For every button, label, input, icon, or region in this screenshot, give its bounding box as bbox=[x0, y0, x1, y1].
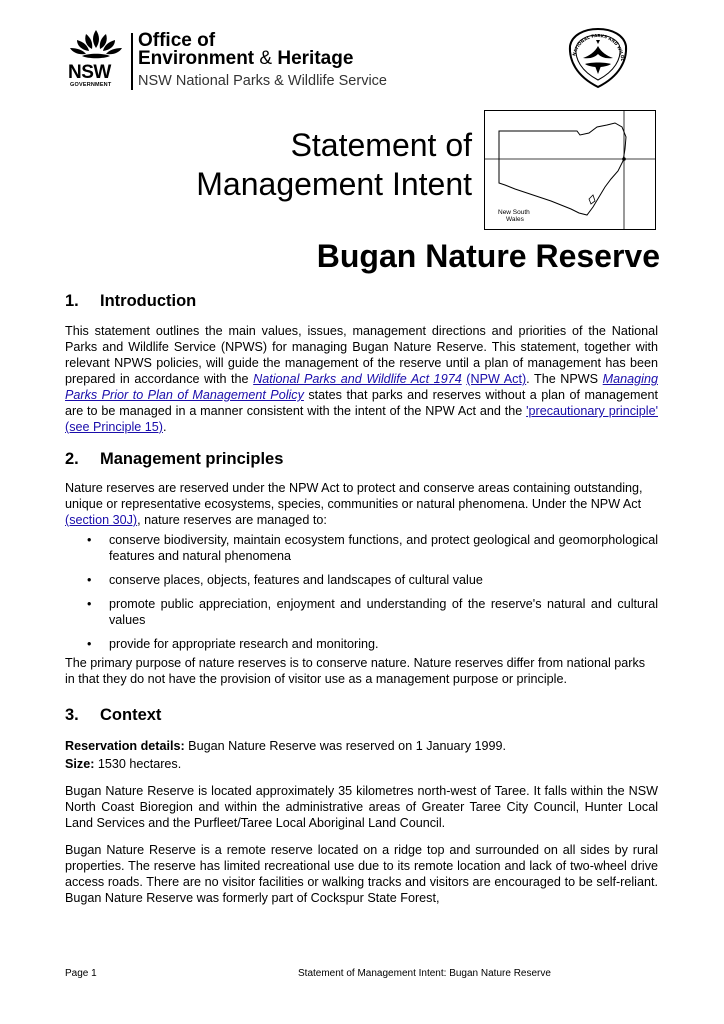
size-label: Size: bbox=[65, 757, 95, 771]
section-30j-link[interactable]: (section 30J) bbox=[65, 513, 138, 527]
principles-text-b: , nature reserves are managed to: bbox=[137, 513, 327, 527]
bullet-icon: • bbox=[87, 533, 92, 547]
org-name-line1: Office of bbox=[138, 30, 216, 51]
list-item-text: promote public appreciation, enjoyment and understanding of the reserve's natural and cultural values bbox=[109, 597, 658, 627]
size-details bbox=[65, 756, 658, 772]
org-subtitle: NSW National Parks & Wildlife Service bbox=[138, 73, 387, 89]
org-name-environment: Environment bbox=[138, 48, 255, 69]
section-3-heading bbox=[65, 706, 161, 725]
context-paragraph-1: Bugan Nature Reserve is located approximately 35 kilometres north-west of Taree. It falls within the NSW North Coast Bioregion and within the administrative areas of Greater Taree City Council, Hunter Local Land Services and the Purfleet/Taree Local Aboriginal Land Council. bbox=[65, 784, 658, 830]
org-name-line2 bbox=[138, 50, 353, 68]
npws-logo bbox=[565, 26, 631, 90]
section-2-title: Management principles bbox=[100, 450, 284, 468]
map-label-line1: New South bbox=[498, 209, 530, 216]
document-title-line2: Management Intent bbox=[196, 166, 472, 202]
list-item-text: conserve biodiversity, maintain ecosystem functions, and protect geological and geomorphological features and natural phenomena bbox=[109, 533, 658, 563]
list-item bbox=[65, 636, 658, 652]
reservation-details bbox=[65, 738, 658, 754]
list-item-text: conserve places, objects, features and landscapes of cultural value bbox=[109, 573, 483, 587]
reserve-title: Bugan Nature Reserve bbox=[316, 238, 660, 274]
reservation-value: Bugan Nature Reserve was reserved on 1 January 1999. bbox=[184, 739, 507, 753]
bullet-icon: • bbox=[87, 573, 92, 587]
npw-act-link[interactable]: National Parks and Wildlife Act 1974 bbox=[253, 372, 462, 386]
principles-text-a: Nature reserves are reserved under the NPW Act to protect and conserve areas containing outstanding, unique or representative ecosystems, species, communities or natural phenomena. Under the NPW Act bbox=[65, 481, 643, 511]
management-aims-list bbox=[65, 532, 658, 652]
list-item bbox=[65, 572, 658, 588]
waratah-icon bbox=[64, 28, 128, 64]
section-1-title: Introduction bbox=[100, 292, 197, 310]
managing-parks-policy-link[interactable]: Managing Parks Prior to Plan of Management Policy bbox=[65, 372, 658, 402]
npws-logo-text: NATIONAL PARKS AND WILDL bbox=[571, 32, 626, 62]
intro-text-a: This statement outlines the main values, issues, management directions and priorities of the National Parks and Wildlife Service (NPWS) for managing Bugan Nature Reserve. This statement, together with relevant NPWS policies, will guide the management of the reserve until a plan of management has been prepared in accordance with the bbox=[65, 324, 658, 386]
nsw-government-logo bbox=[64, 28, 128, 90]
intro-text-c: . The NPWS bbox=[526, 372, 603, 386]
section-2-heading bbox=[65, 450, 283, 469]
document-title bbox=[150, 126, 472, 204]
primary-purpose-paragraph: The primary purpose of nature reserves is to conserve nature. Nature reserves differ from national parks in that they do not have the provision of visitor use as a management purpose or principle. bbox=[65, 656, 646, 686]
list-item bbox=[65, 532, 658, 564]
bullet-icon: • bbox=[87, 597, 92, 611]
precautionary-principle-link[interactable]: 'precautionary principle' (see Principle 15) bbox=[65, 404, 658, 434]
bullet-icon: • bbox=[87, 637, 92, 651]
npw-act-short-link[interactable]: (NPW Act) bbox=[466, 372, 527, 386]
nsw-government-label: GOVERNMENT bbox=[70, 82, 112, 88]
section-2-number: 2. bbox=[65, 450, 79, 468]
org-name-heritage: Heritage bbox=[277, 48, 354, 69]
introduction-paragraph bbox=[65, 323, 658, 435]
header-divider bbox=[131, 33, 133, 90]
intro-text-d: states that parks and reserves without a plan of management are to be managed in a manner consistent with the intent of the NPW Act and the bbox=[65, 388, 659, 418]
list-item-text: provide for appropriate research and monitoring. bbox=[109, 637, 379, 651]
map-label bbox=[498, 209, 530, 223]
section-3-number: 3. bbox=[65, 706, 79, 724]
org-name-ampersand: & bbox=[254, 48, 278, 69]
org-name bbox=[138, 32, 353, 68]
section-1-number: 1. bbox=[65, 292, 79, 310]
document-title-line1: Statement of bbox=[290, 127, 472, 163]
map-label-line2: Wales bbox=[506, 216, 524, 223]
intro-text-e: . bbox=[163, 420, 167, 434]
footer-page-number: Page 1 bbox=[65, 968, 97, 979]
section-1-heading bbox=[65, 292, 196, 311]
footer-title: Statement of Management Intent: Bugan Nature Reserve bbox=[298, 968, 551, 979]
section-3-title: Context bbox=[100, 706, 162, 724]
size-value: 1530 hectares. bbox=[94, 757, 182, 771]
location-map bbox=[484, 110, 656, 230]
reservation-label: Reservation details: bbox=[65, 739, 185, 753]
list-item bbox=[65, 596, 658, 628]
npws-emblem-icon bbox=[565, 26, 631, 90]
management-principles-paragraph bbox=[65, 480, 658, 528]
context-paragraph-2: Bugan Nature Reserve is a remote reserve located on a ridge top and surrounded on all sides by rural properties. The reserve has limited recreational use due to its remote location and lack of two-wheel drive access roads. There are no visitor facilities or walking tracks and visitors are encouraged to be self-reliant. Bugan Nature Reserve was formerly part of Cockspur State Forest, bbox=[65, 843, 658, 905]
nsw-wordmark: NSW bbox=[68, 62, 111, 83]
